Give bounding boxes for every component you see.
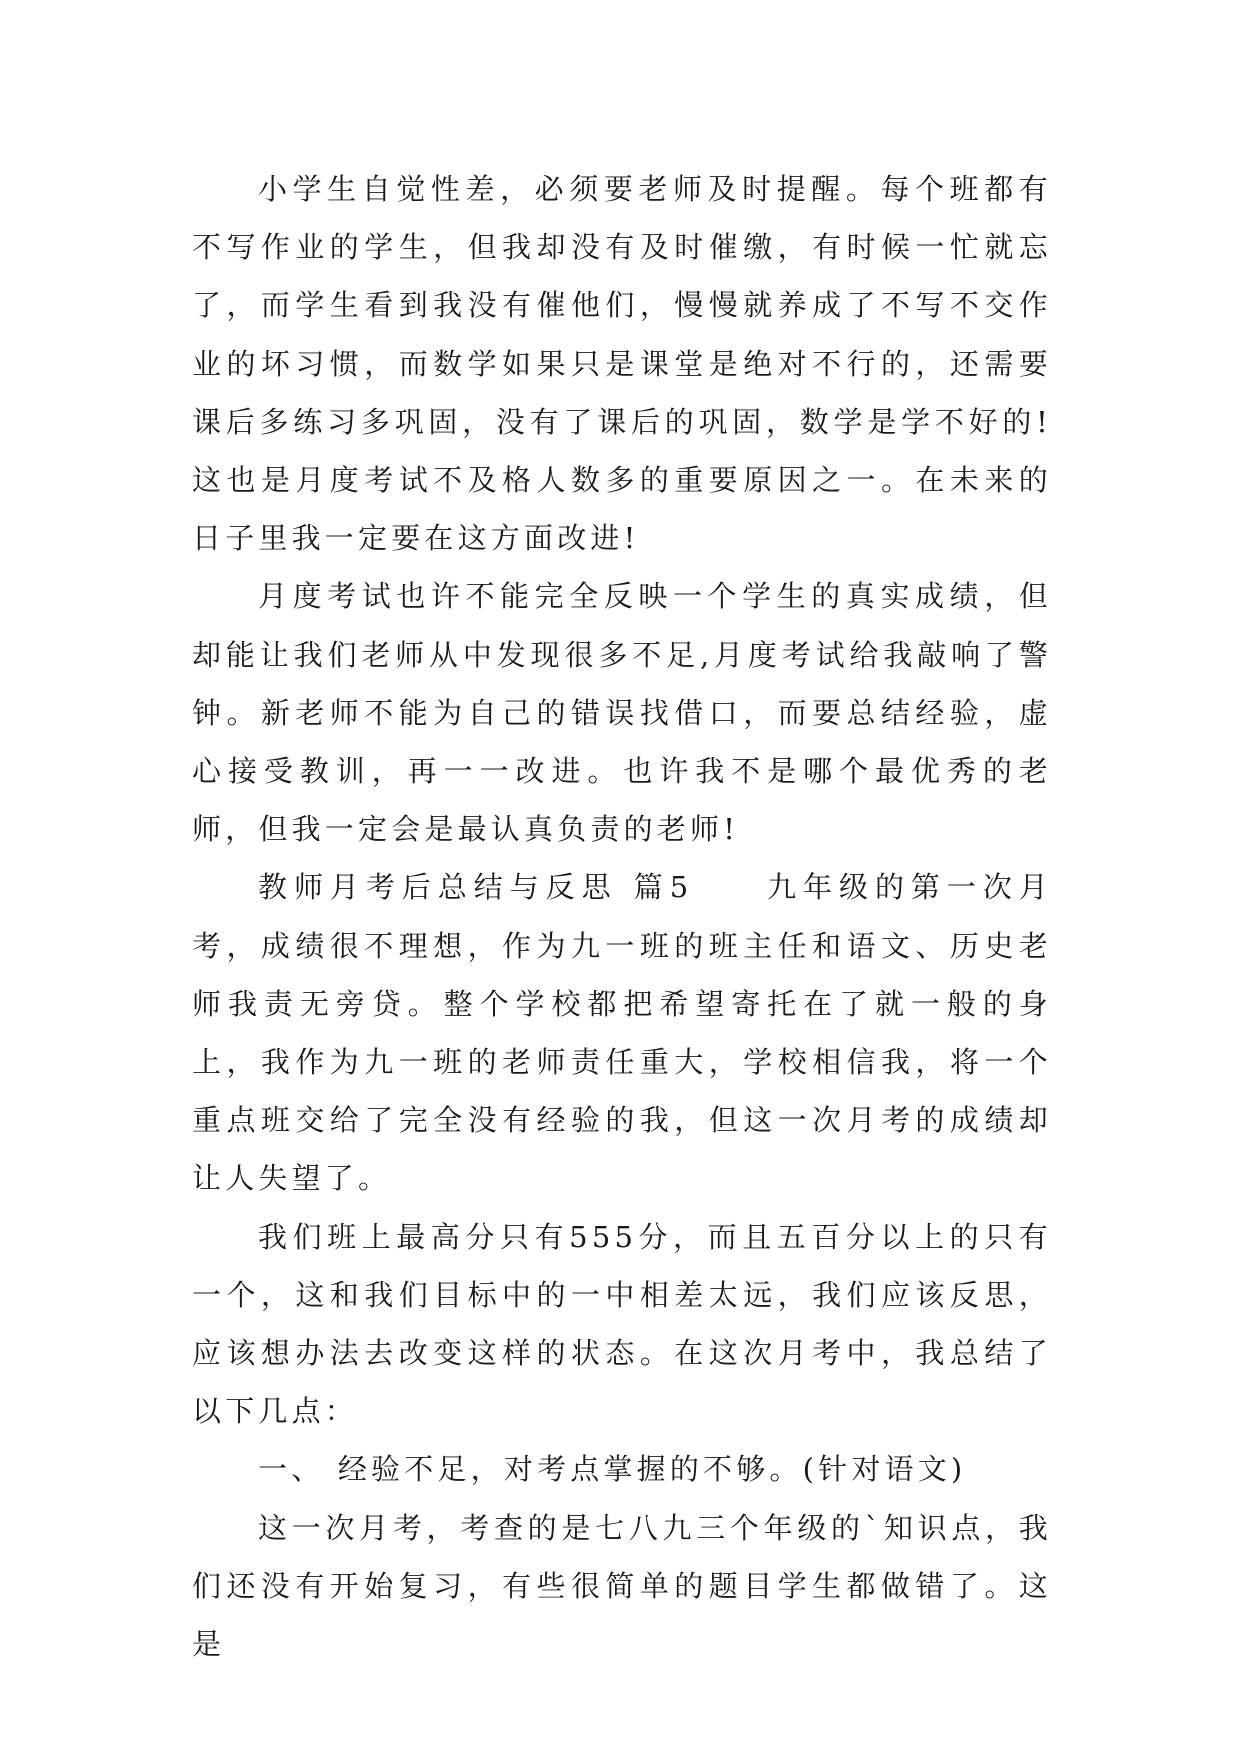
paragraph-class-scores: 我们班上最高分只有555分，而且五百分以上的只有一个，这和我们目标中的一中相差太远，我们应该反思，应该想办法去改变这样的状态。在这次月考中，我总结了以下几点： <box>192 1219 1052 1429</box>
paragraph-monthly-exam-reflection: 月度考试也许不能完全反映一个学生的真实成绩，但却能让我们老师从中发现很多不足,月度考试给我敲响了警钟。新老师不能为自己的错误找借口，而要总结经验，虚心接受教训，再一一改进。也许我不是哪个最优秀的老师，但我一定会是最认真负责的老师! <box>192 579 1052 847</box>
paragraph-article-5-intro: 教师月考后总结与反思 篇5 九年级的第一次月考，成绩很不理想，作为九一班的班主任和语文、历史老师我责无旁贷。整个学校都把希望寄托在了就一般的身上，我作为九一班的老师责任重大，学校相信我，将一个重点班交给了完全没有经验的我，但这一次月考的成绩却让人失望了。 <box>192 870 1052 1196</box>
document-body <box>192 160 1052 1673</box>
paragraph-point-one-heading: 一、 经验不足，对考点掌握的不够。(针对语文) <box>258 1452 967 1487</box>
paragraph-point-one-body: 这一次月考，考查的是七八九三个年级的`知识点，我们还没有开始复习，有些很简单的题目学生都做错了。这是 <box>192 1510 1052 1662</box>
paragraph-homework-reminder: 小学生自觉性差，必须要老师及时提醒。每个班都有不写作业的学生，但我却没有及时催缴，有时候一忙就忘了，而学生看到我没有催他们，慢慢就养成了不写不交作业的坏习惯，而数学如果只是课堂是绝对不行的，还需要课后多练习多巩固，没有了课后的巩固，数学是学不好的!这也是月度考试不及格人数多的重要原因之一。在未来的日子里我一定要在这方面改进! <box>192 172 1052 556</box>
